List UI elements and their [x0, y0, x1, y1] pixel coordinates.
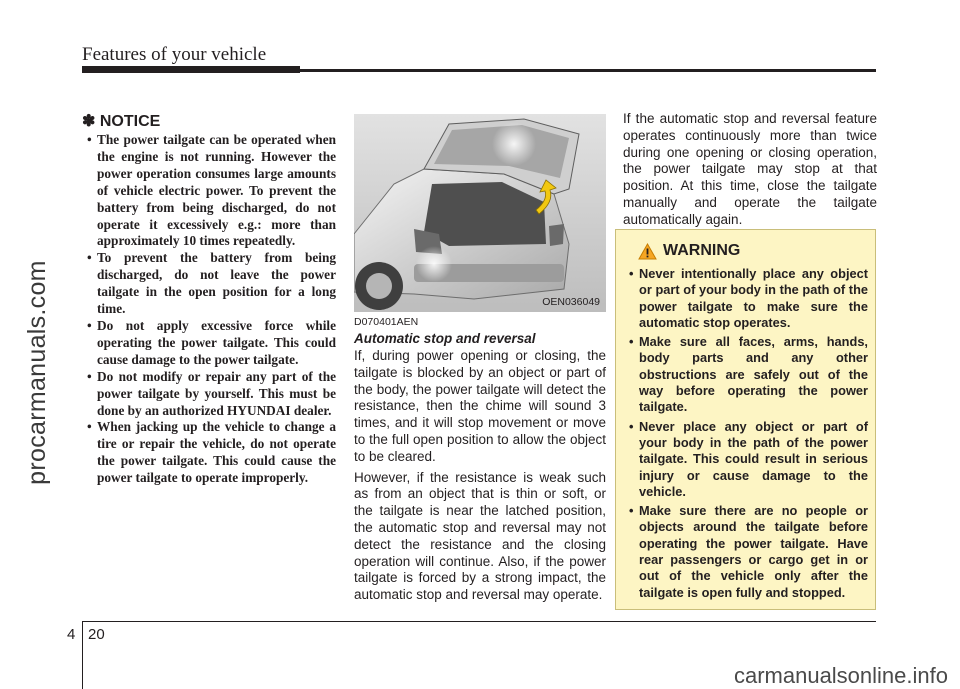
section-code: D070401AEN — [354, 316, 419, 328]
section-paragraph: However, if the resistance is weak such as from an object that is thin or soft, or the tailgate is near the latched position, the automatic stop and reversal may not detect the resistance and the closing operation will continue. Also, if the power tailgate is forced by a strong impact, the automatic stop and reversal may operate. — [354, 469, 606, 603]
page-number: 20 — [88, 626, 105, 643]
notice-item: • Do not modify or repair any part of the power tailgate by yourself. This must be done by an authorized HYUNDAI dealer. — [82, 369, 336, 420]
column3-body — [623, 111, 877, 229]
notice-item: • When jacking up the vehicle to change a tire or repair the vehicle, do not operate the power tailgate. This could cause the power tailgate to operate improperly. — [82, 419, 336, 487]
warning-item: • Make sure there are no people or objects around the tailgate before operating the power tailgate. Have rear passengers or cargo get in or out of the vehicle only after the tailgate is open fully and stopped. — [624, 503, 868, 601]
footer-rule — [82, 621, 876, 622]
warning-header — [638, 242, 740, 260]
notice-item: • The power tailgate can be operated when the engine is not running. However the power operation consumes large amounts of vehicle electric power. To prevent the battery from being discharged, do not operate it excessively e.g.: more than approximately 10 times repeatedly. — [82, 132, 336, 250]
figure-code: OEN036049 — [542, 296, 600, 308]
warning-triangle-icon — [638, 243, 657, 260]
header-accent-bar — [82, 66, 300, 73]
tailgate-illustration — [354, 114, 606, 312]
page-header-title: Features of your vehicle — [82, 44, 267, 65]
bottom-watermark: carmanualsonline.info — [733, 663, 948, 688]
column3-paragraph: If the automatic stop and reversal feature operates continuously more than twice during one opening or closing operation, the power tailgate may stop at that position. At this time, close the tailgate manually and operate the tailgate automatically again. — [623, 111, 877, 227]
warning-box — [615, 229, 876, 610]
notice-item: • To prevent the battery from being discharged, do not leave the power tailgate in the open position for a long time. — [82, 250, 336, 318]
notice-item: • Do not apply excessive force while operating the power tailgate. This could cause damage to the power tailgate. — [82, 318, 336, 369]
suv-open-tailgate-drawing — [354, 114, 606, 312]
warning-item: • Never intentionally place any object or part of your body in the path of the power tailgate to make sure the automatic stop operates. — [624, 266, 868, 331]
section-paragraph: If, during power opening or closing, the tailgate is blocked by an object or part of the body, the power tailgate will detect the resistance, then the chime will sound 3 times, and it will stop movement or move to the full open position to allow the object to be cleared. — [354, 348, 606, 464]
section-body — [354, 348, 606, 604]
side-watermark: procarmanuals.com — [22, 260, 51, 485]
warning-item: • Make sure all faces, arms, hands, body parts and any other obstructions are safely out of the way before operating the power tailgate. — [624, 334, 868, 415]
notice-title: ✽ NOTICE — [82, 113, 161, 130]
warning-item: • Never place any object or part of your body in the path of the power tailgate. This could result in serious injury or cause damage to the vehicle. — [624, 419, 868, 500]
warning-list — [624, 266, 868, 604]
chapter-number: 4 — [67, 626, 76, 643]
warning-title: WARNING — [663, 242, 741, 259]
section-title: Automatic stop and reversal — [354, 331, 536, 346]
footer-divider — [82, 621, 83, 689]
notice-list — [82, 132, 336, 487]
